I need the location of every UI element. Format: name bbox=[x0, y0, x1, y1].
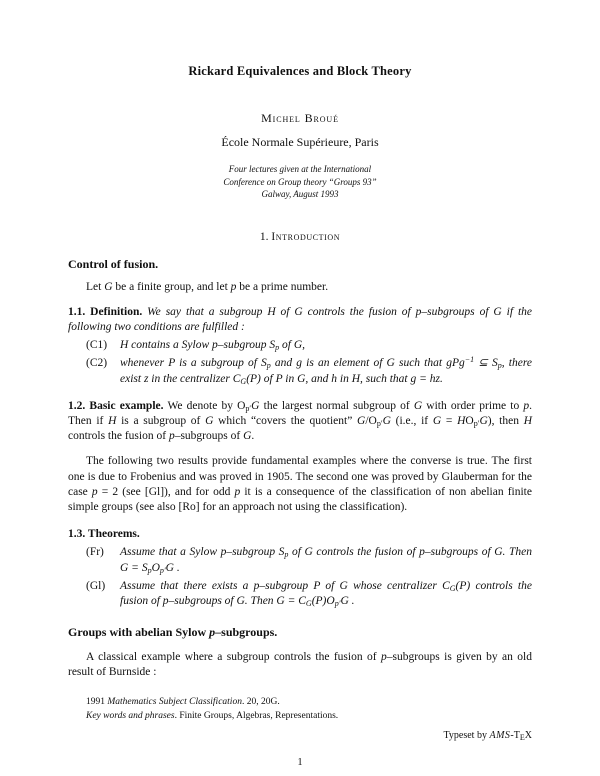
burnside-paragraph: A classical example where a subgroup controls the fusion of p–subgroups is given by an old result of Burnside : bbox=[68, 651, 532, 679]
subsection-heading-abelian-sylow: Groups with abelian Sylow p–subgroups. bbox=[68, 625, 278, 640]
footnote-classification: 1991 Mathematics Subject Classification. 20, 20G. bbox=[86, 697, 280, 707]
basic-example-label: 1.2. Basic example. bbox=[68, 399, 164, 412]
lecture-note-line: Four lectures given at the International bbox=[228, 164, 372, 174]
basic-example-paragraph bbox=[68, 399, 532, 445]
lecture-note-line: Galway, August 1993 bbox=[261, 189, 339, 199]
theorem-item-gl bbox=[68, 579, 532, 609]
condition-text: H contains a Sylow p–subgroup $S_p$ of G, bbox=[120, 339, 306, 353]
section-heading bbox=[68, 231, 532, 243]
section-number: 1. bbox=[259, 230, 269, 243]
theorem-text: Assume that there exists a p–subgroup P of G whose centralizer $C_G(P)$ controls the fusion of p–subgroups of G. Then $G = C_G(P)O_{p'}G$ . bbox=[120, 579, 532, 608]
paper-title: Rickard Equivalences and Block Theory bbox=[188, 64, 412, 78]
basic-example-text: We denote by $O_{p'}G$ the largest normal subgroup of G with order prime to p. Then if H is a subgroup of G which “covers the quotient” $G/O_{p'}G$ (i.e., if $G = HO_{p'}G$), then H controls the fusion of p–subgroups of G. bbox=[68, 399, 532, 443]
definition-text: We say that a subgroup H of G controls the fusion of p–subgroups of G if the following two conditions are fulfilled : bbox=[68, 305, 532, 333]
condition-text: whenever P is a subgroup of $S_p$ and g is an element of G such that gPg$^{-1}$ ⊆ $S_p$, there exist z in the centralizer $C_G(P)$ of P in G, and h in H, such that g = hz. bbox=[120, 355, 532, 386]
typeset-prefix: Typeset by bbox=[443, 730, 487, 741]
section-title: Introduction bbox=[271, 230, 341, 243]
paper-content bbox=[68, 0, 532, 681]
theorems-heading bbox=[68, 527, 532, 542]
theorem-item-fr bbox=[68, 545, 532, 575]
tex-logo-x: X bbox=[524, 730, 532, 741]
affiliation: École Normale Supérieure, Paris bbox=[221, 135, 379, 149]
intro-paragraph: Let G be a finite group, and let p be a prime number. bbox=[86, 280, 329, 293]
tex-logo-t: -T bbox=[510, 730, 520, 741]
ams-tex-logo: AMS bbox=[489, 730, 511, 741]
condition-item-c2 bbox=[68, 356, 532, 386]
page-number: 1 bbox=[297, 757, 303, 768]
theorems-label: 1.3. Theorems. bbox=[68, 528, 140, 541]
definition-paragraph bbox=[68, 305, 532, 335]
typeset-credit bbox=[444, 730, 533, 742]
theorem-text: Assume that a Sylow p–subgroup $S_p$ of G controls the fusion of p–subgroups of G. Then $G = S_pO_{p'}G$ . bbox=[120, 546, 532, 575]
definition-label: 1.1. Definition. bbox=[68, 305, 143, 318]
footnote-keywords: Key words and phrases. Finite Groups, Algebras, Representations. bbox=[86, 710, 339, 721]
subsection-heading-control-of-fusion: Control of fusion. bbox=[68, 256, 159, 271]
theorem-label: (Fr) bbox=[86, 546, 104, 559]
condition-label: (C2) bbox=[86, 357, 108, 370]
condition-label: (C1) bbox=[86, 339, 108, 352]
author-name: Michel Broué bbox=[261, 111, 339, 125]
theorem-label: (Gl) bbox=[86, 579, 106, 592]
converse-paragraph: The following two results provide fundamental examples where the converse is true. The first one is due to Frobenius and was proved in 1905. The second one was proved by Glauberman for the case p = 2 (see [Gl]), and for odd p it is a consequence of the classification of non abelian finite simple groups (see also [Ro] for an approach not using the classification). bbox=[68, 455, 532, 513]
footnote bbox=[86, 696, 532, 723]
tex-logo-e: E bbox=[519, 733, 525, 742]
condition-item-c1 bbox=[68, 338, 532, 353]
lecture-note bbox=[68, 163, 532, 201]
lecture-note-line: Conference on Group theory “Groups 93” bbox=[223, 176, 377, 187]
